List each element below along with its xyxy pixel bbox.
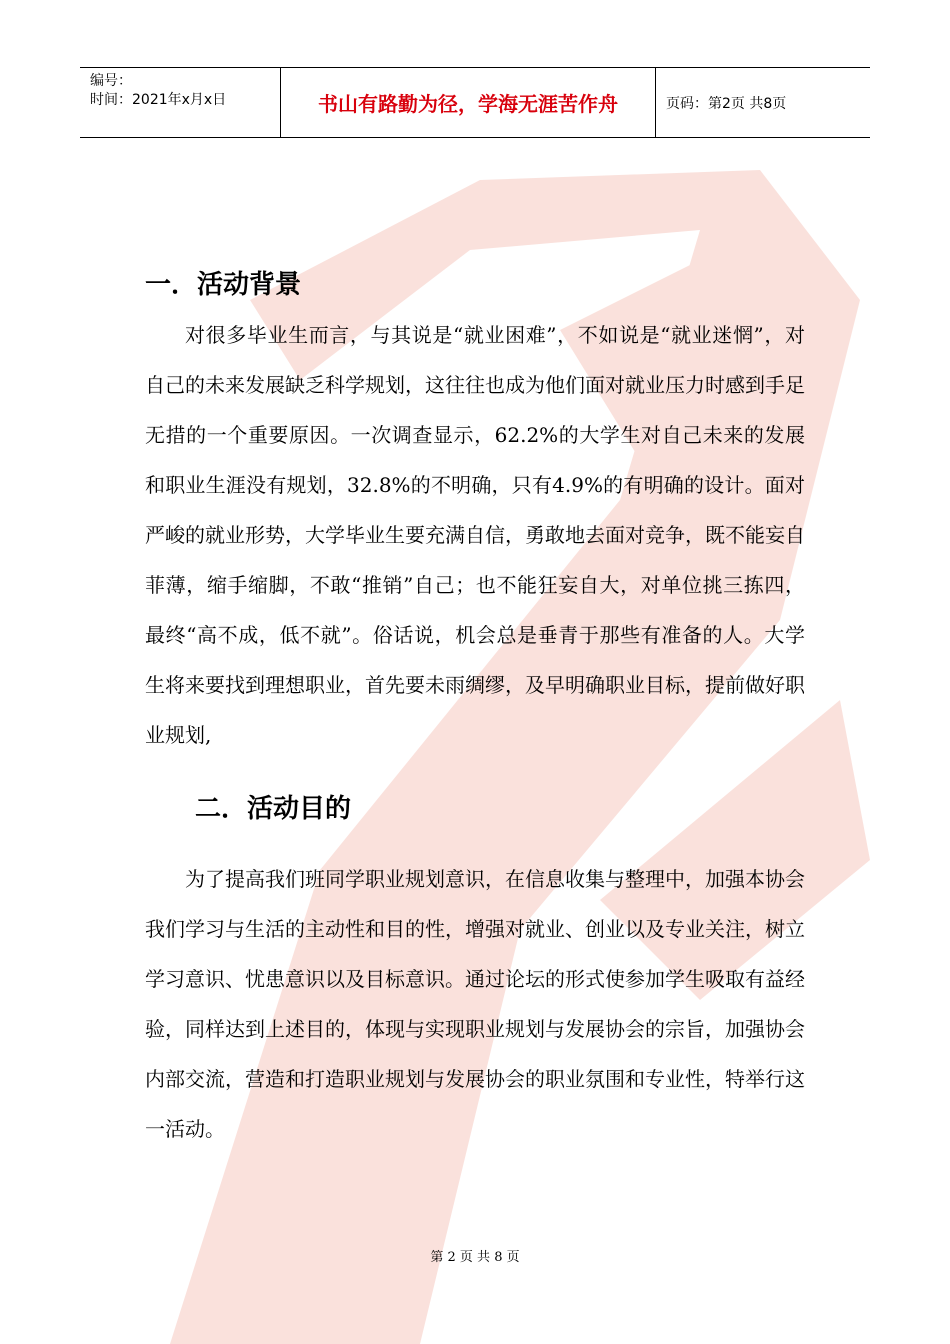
number-label: 编号：	[90, 73, 132, 89]
section-heading-background: 一．活动背景	[145, 270, 302, 300]
section-paragraph-background: 对很多毕业生而言，与其说是“就业困难”，不如说是“就业迷惘”，对自己的未来发展缺乏科学规划，这往往也成为他们面对就业压力时感到手足无措的一个重要原因。一次调查显示，62.2%的大学生对自己未来的发展和职业生涯没有规划，32.8%的不明确，只有4.9%的有明确的设计。面对严峻的就业形势，大学毕业生要充满自信，勇敢地去面对竞争，既不能妄自菲薄，缩手缩脚，不敢“推销”自己；也不能狂妄自大，对单位挑三拣四，最终“高不成，低不就”。俗话说，机会总是垂青于那些有准备的人。大学生将来要找到理想职业，首先要未雨绸缪，及早明确职业目标，提前做好职业规划,	[145, 323, 805, 747]
header-meta	[80, 68, 280, 137]
section-heading-purpose: 二．活动目的	[195, 794, 352, 824]
date-label: 时间：2021年x月x日	[90, 92, 227, 108]
header-page-info: 页码：第2页 共8页	[666, 95, 787, 112]
document-header	[80, 67, 870, 138]
document-body	[145, 260, 805, 1154]
page-footer: 第 2 页 共 8 页	[430, 1250, 520, 1265]
section-paragraph-purpose: 为了提高我们班同学职业规划意识，在信息收集与整理中，加强本协会我们学习与生活的主动性和目的性，增强对就业、创业以及专业关注，树立学习意识、忧患意识以及目标意识。通过论坛的形式使参加学生吸取有益经验，同样达到上述目的，体现与实现职业规划与发展协会的宗旨，加强协会内部交流，营造和打造职业规划与发展协会的职业氛围和专业性，特举行这一活动。	[145, 867, 805, 1141]
header-motto: 书山有路勤为径，学海无涯苦作舟	[280, 68, 656, 137]
